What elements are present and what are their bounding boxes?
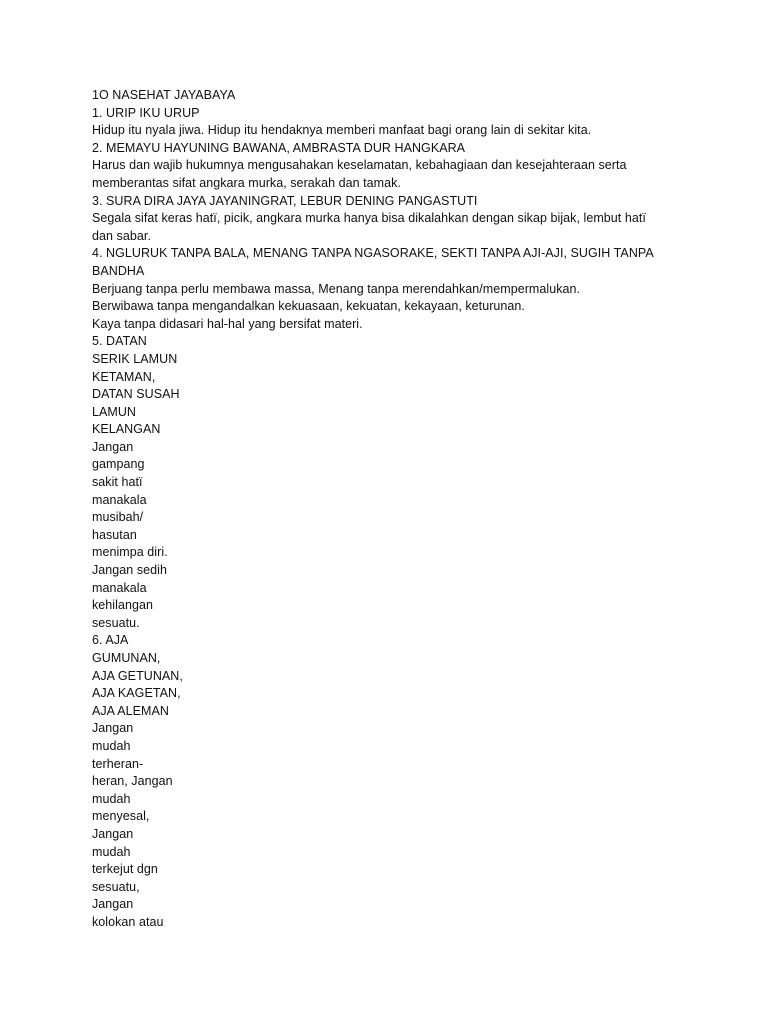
section-heading: 5. DATAN xyxy=(92,334,147,349)
section-heading: AJA GETUNAN, xyxy=(92,668,183,683)
body-text: musibah/ xyxy=(92,510,144,525)
body-text: Jangan xyxy=(92,721,134,736)
body-text: terkejut dgn xyxy=(92,862,158,877)
body-text: Jangan xyxy=(92,439,134,454)
body-text: Segala sifat keras hatї, picik, angkara murka hanya bisa dikalahkan dengan sikap bijak, lembut hatї xyxy=(92,211,646,226)
section-heading: 6. AJA xyxy=(92,633,129,648)
body-text: manakala xyxy=(92,580,147,595)
body-text: mudah xyxy=(92,791,131,806)
body-text: Hidup itu nyala jiwa. Hidup itu hendaknya memberi manfaat bagi orang lain di sekitar kita. xyxy=(92,123,592,138)
section-heading: KELANGAN xyxy=(92,422,161,437)
section-heading: LAMUN xyxy=(92,404,137,419)
body-text: sesuatu, xyxy=(92,879,140,894)
section-heading: AJA ALEMAN xyxy=(92,703,169,718)
body-text: terheran- xyxy=(92,756,144,771)
body-text: kehilangan xyxy=(92,598,153,613)
body-text: hasutan xyxy=(92,527,137,542)
body-text: heran, Jangan xyxy=(92,774,173,789)
body-text: mudah xyxy=(92,844,131,859)
body-text: Berwibawa tanpa mengandalkan kekuasaan, kekuatan, kekayaan, keturunan. xyxy=(92,299,525,314)
body-text: sesuatu. xyxy=(92,615,140,630)
body-text: dan sabar. xyxy=(92,228,151,243)
section-heading: SERIK LAMUN xyxy=(92,351,178,366)
section-heading: 4. NGLURUK TANPA BALA, MENANG TANPA NGASORAKE, SEKTI TANPA AJI-AJI, SUGIH TANPA xyxy=(92,246,654,261)
body-text: Jangan xyxy=(92,897,134,912)
section-heading: 3. SURA DIRA JAYA JAYANINGRAT, LEBUR DENING PANGASTUTI xyxy=(92,193,478,208)
body-text: Harus dan wajib hukumnya mengusahakan keselamatan, kebahagiaan dan kesejahteraan serta xyxy=(92,158,627,173)
body-text: menyesal, xyxy=(92,809,150,824)
body-text: Jangan sedih xyxy=(92,563,167,578)
body-text: manakala xyxy=(92,492,147,507)
section-heading: AJA KAGETAN, xyxy=(92,686,181,701)
body-text: Kaya tanpa didasari hal-hal yang bersifat materi. xyxy=(92,316,363,331)
body-text: Berjuang tanpa perlu membawa massa, Menang tanpa merendahkan/mempermalukan. xyxy=(92,281,581,296)
section-heading: 2. MEMAYU HAYUNING BAWANA, AMBRASTA DUR HANGKARA xyxy=(92,140,466,155)
body-text: Jangan xyxy=(92,826,134,841)
section-heading: DATAN SUSAH xyxy=(92,387,180,402)
body-text: memberantas sifat angkara murka, serakah dan tamak. xyxy=(92,175,401,190)
section-heading: 1. URIP IKU URUP xyxy=(92,105,200,120)
document-title: 1O NASEHAT JAYABAYA xyxy=(92,88,236,102)
section-heading: BANDHA xyxy=(92,263,145,278)
section-heading: KETAMAN, xyxy=(92,369,156,384)
body-text: menimpa diri. xyxy=(92,545,168,560)
section-heading: GUMUNAN, xyxy=(92,651,161,665)
body-text: sakit hatї xyxy=(92,475,143,490)
body-text: kolokan atau xyxy=(92,914,164,929)
body-text: gampang xyxy=(92,457,145,472)
document-page xyxy=(92,87,692,932)
body-text: mudah xyxy=(92,738,131,753)
